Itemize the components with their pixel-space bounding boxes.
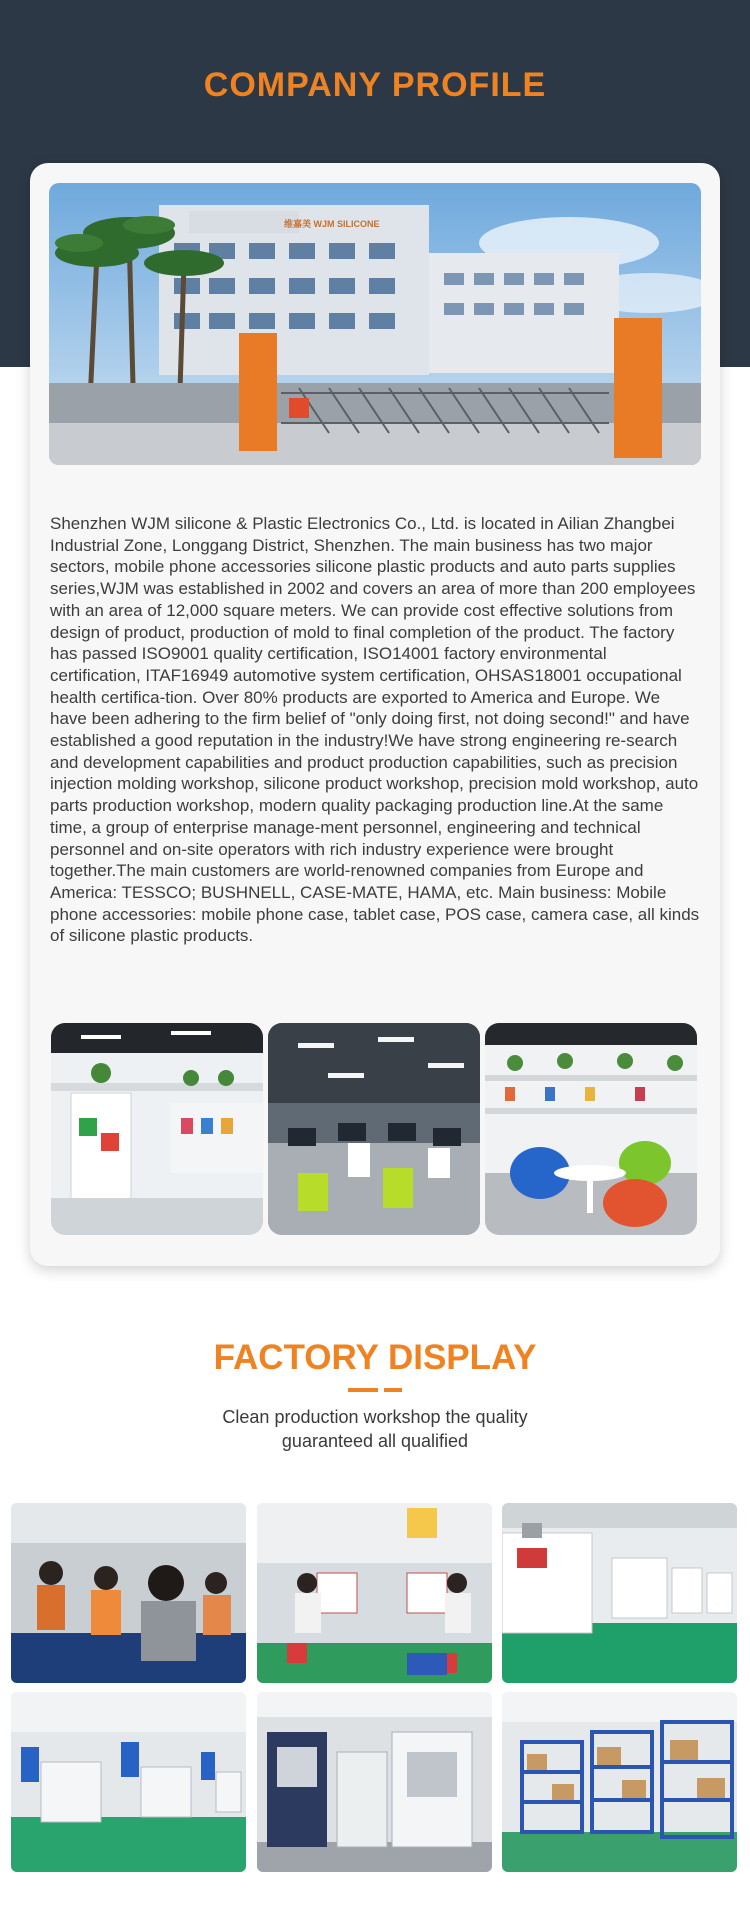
molding-floor-photo xyxy=(11,1692,246,1872)
office-photo xyxy=(268,1023,480,1235)
showroom-photo xyxy=(51,1023,263,1235)
factory-display-title: FACTORY DISPLAY xyxy=(213,1338,537,1377)
lounge-photo xyxy=(485,1023,697,1235)
injection-machines-photo xyxy=(502,1503,737,1683)
company-description: Shenzhen WJM silicone & Plastic Electronics Co., Ltd. is located in Ailian Zhangbei Industrial Zone, Longgang District, Shenzhen. The main business has two major sectors, mobile phone accessories silicone plastic products and auto parts supplies series,WJM was established in 2002 and covers an area of more than 200 employees with an area of 12,000 square meters. We can provide cost effective solutions from design of product, production of mold to final completion of the product. The factory has passed ISO9001 quality certification, ISO14001 factory environmental certification, ITAF16949 automotive system certification, OHSAS18001 occupational health certifica-tion. Over 80% products are exported to America and Europe. We have been adhering to the firm belief of "only doing first, not doing second!" and have established a good reputation in the industry!We have strong engineering re-search and development capabilities and product production capabilities, such as precision injection molding workshop, silicone product workshop, precision mold workshop, auto parts production workshop, modern quality packaging production line.At the same time, a group of enterprise manage-ment personnel, engineering and technical personnel and on-site operators with rich industry experience were brought together.The main customers are world-renowned companies from Europe and America: TESSCO; BUSHNELL, CASE-MATE, HAMA, etc. Main business: Mobile phone accessories: mobile phone case, tablet case, POS case, camera case, all kinds of silicone plastic products. xyxy=(50,514,700,946)
title-underline xyxy=(348,1388,378,1392)
factory-subtitle xyxy=(0,1405,750,1453)
company-profile-card xyxy=(30,163,720,1266)
company-profile-title: COMPANY PROFILE xyxy=(203,66,547,104)
cnc-machines-photo xyxy=(257,1692,492,1872)
assembly-workers-photo xyxy=(11,1503,246,1683)
factory-building-photo xyxy=(49,183,701,465)
packing-line-photo xyxy=(257,1503,492,1683)
building-sign: 维嘉美 WJM SILICONE xyxy=(284,219,380,229)
factory-subtitle-line1: Clean production workshop the quality xyxy=(222,1407,528,1427)
warehouse-racks-photo xyxy=(502,1692,737,1872)
factory-subtitle-line2: guaranteed all qualified xyxy=(281,1431,469,1451)
title-underline-short xyxy=(384,1388,402,1392)
